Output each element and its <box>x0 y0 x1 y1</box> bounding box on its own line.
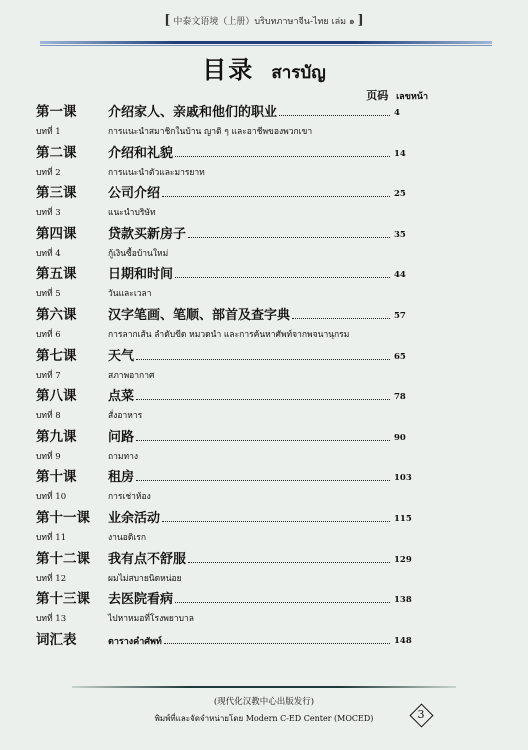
toc-entry-thai-row <box>36 368 154 382</box>
toc-entry-main-row <box>36 628 416 648</box>
dot-leader <box>162 196 390 197</box>
toc-entry-thai-row <box>36 205 156 219</box>
toc-entry-thai-row <box>36 571 182 585</box>
lesson-number: 第十二课 <box>36 550 90 567</box>
dot-leader <box>136 359 390 360</box>
lesson-title: 我有点不舒服 <box>108 551 187 567</box>
toc-entry-thai-row <box>36 327 349 341</box>
toc-entry-thai-row <box>36 286 152 300</box>
lesson-title: 介绍和礼貌 <box>108 145 174 161</box>
toc-entry-main-row <box>36 181 416 201</box>
footer-divider <box>72 686 456 688</box>
lesson-number: 词汇表 <box>36 631 77 648</box>
lesson-number: 第十一课 <box>36 509 90 526</box>
thai-lesson-number: บทที่ 4 <box>36 248 61 259</box>
lesson-page-number: 14 <box>394 148 406 159</box>
thai-lesson-number: บทที่ 6 <box>36 329 61 340</box>
page-title-th: สารบัญ <box>271 63 326 83</box>
toc-entry-main-row <box>36 465 416 485</box>
toc-entry <box>36 141 436 182</box>
lesson-page-number: 129 <box>394 554 412 565</box>
header-close-bracket: ] <box>357 13 364 28</box>
dot-leader <box>188 562 390 563</box>
dot-leader <box>136 399 390 400</box>
toc-entry-main-row <box>36 506 416 526</box>
header-open-bracket: [ <box>164 13 171 28</box>
toc-entry <box>36 587 436 628</box>
thai-lesson-title: ผมไม่สบายนิดหน่อย <box>108 573 182 584</box>
thai-lesson-number: บทที่ 1 <box>36 127 61 137</box>
toc-entry-thai-row <box>36 449 138 463</box>
lesson-page-number: 78 <box>394 392 406 403</box>
toc-entry <box>36 465 436 506</box>
toc-entry <box>36 425 436 466</box>
lesson-title: 日期和时间 <box>108 267 174 283</box>
toc-entry-main-row <box>36 425 416 445</box>
lesson-number: 第八课 <box>36 388 77 405</box>
thai-lesson-title: การเช่าห้อง <box>108 492 151 503</box>
thai-lesson-number: บทที่ 12 <box>36 573 67 584</box>
lesson-number: 第九课 <box>36 428 77 445</box>
header-divider-thin <box>40 45 492 46</box>
toc-entry-thai-row <box>36 246 168 260</box>
lesson-page-number: 115 <box>394 513 412 524</box>
toc-entry <box>36 262 436 303</box>
lesson-title: ตารางคำศัพท์ <box>108 636 162 647</box>
toc-entry-main-row <box>36 100 416 120</box>
thai-lesson-title: การแนะนำตัวและมารยาท <box>108 167 205 178</box>
dot-leader <box>136 440 390 441</box>
footer-publisher-zh: (现代化汉教中心出版发行) <box>213 697 315 707</box>
dot-leader <box>162 521 390 522</box>
lesson-page-number: 25 <box>394 189 406 200</box>
lesson-number: 第五课 <box>36 266 77 283</box>
lesson-number: 第七课 <box>36 347 77 364</box>
lesson-page-number: 57 <box>394 310 406 321</box>
toc-entry-thai-row <box>36 124 312 138</box>
lesson-title: 介绍家人、亲戚和他们的职业 <box>108 105 278 120</box>
lesson-title: 天气 <box>108 348 135 364</box>
lesson-page-number: 103 <box>394 473 412 484</box>
dot-leader <box>164 643 390 644</box>
thai-lesson-number: บทที่ 9 <box>36 451 61 462</box>
thai-lesson-number: บทที่ 11 <box>36 532 67 543</box>
toc-entry-thai-row <box>36 611 194 625</box>
lesson-page-number: 138 <box>394 595 412 606</box>
lesson-page-number: 44 <box>394 270 406 281</box>
lesson-number: 第十三课 <box>36 591 90 608</box>
thai-lesson-number: บทที่ 13 <box>36 614 67 625</box>
toc-entry <box>36 303 436 344</box>
toc-entry-thai-row <box>36 165 205 179</box>
toc-entry-main-row <box>36 141 416 161</box>
table-of-contents <box>36 100 436 668</box>
lesson-number: 第六课 <box>36 306 77 323</box>
lesson-title: 业余活动 <box>108 510 161 526</box>
thai-lesson-number: บทที่ 8 <box>36 411 61 422</box>
dot-leader <box>175 602 390 603</box>
lesson-title: 点菜 <box>108 389 135 405</box>
lesson-title: 公司介绍 <box>108 186 161 202</box>
toc-entry-main-row <box>36 262 416 282</box>
lesson-number: 第四课 <box>36 225 77 242</box>
thai-lesson-number: บทที่ 3 <box>36 208 61 219</box>
thai-lesson-title: การแนะนำสมาชิกในบ้าน ญาติ ๆ และอาชีพของพวกเขา <box>108 127 313 137</box>
toc-entry <box>36 506 436 547</box>
dot-leader <box>292 318 390 319</box>
lesson-page-number: 90 <box>394 432 406 443</box>
header-text: 中泰文语境（上册）บริบทภาษาจีน-ไทย เล่ม ๑ <box>173 17 355 27</box>
lesson-number: 第三课 <box>36 185 77 202</box>
thai-lesson-number: บทที่ 5 <box>36 289 61 300</box>
toc-entry <box>36 181 436 222</box>
lesson-title: 汉字笔画、笔顺、部首及查字典 <box>108 307 291 323</box>
header-divider <box>40 41 492 44</box>
page-title-zh: 目录 <box>202 55 255 84</box>
page-number: 3 <box>417 708 425 721</box>
page-title <box>0 50 528 86</box>
toc-entry-main-row <box>36 344 416 364</box>
toc-entry-thai-row <box>36 489 151 503</box>
lesson-number: 第二课 <box>36 144 77 161</box>
toc-entry-thai-row <box>36 408 142 422</box>
thai-lesson-title: ถามทาง <box>108 451 139 462</box>
thai-lesson-number: บทที่ 2 <box>36 167 61 178</box>
toc-entry-main-row <box>36 222 416 242</box>
lesson-page-number: 4 <box>394 108 400 118</box>
toc-entry-thai-row <box>36 530 146 544</box>
thai-lesson-title: กู้เงินซื้อบ้านใหม่ <box>108 248 169 259</box>
dot-leader <box>188 237 390 238</box>
lesson-number: 第一课 <box>36 104 77 120</box>
thai-lesson-number: บทที่ 10 <box>36 492 67 503</box>
toc-entry-main-row <box>36 547 416 567</box>
thai-lesson-title: สภาพอากาศ <box>108 370 155 381</box>
thai-lesson-title: วันและเวลา <box>108 289 152 300</box>
footer-publisher-th: พิมพ์ที่และจัดจำหน่ายโดย Modern C-ED Center (MOCED) <box>154 714 374 723</box>
lesson-page-number: 35 <box>394 229 406 240</box>
toc-entry <box>36 547 436 588</box>
thai-lesson-title: ไปหาหมอที่โรงพยาบาล <box>108 614 194 625</box>
thai-lesson-title: แนะนำบริษัท <box>108 208 156 219</box>
lesson-page-number: 148 <box>394 635 412 646</box>
dot-leader <box>175 277 390 278</box>
lesson-title: 贷款买新房子 <box>108 226 187 242</box>
toc-entry-main-row <box>36 587 416 607</box>
lesson-title: 问路 <box>108 429 135 445</box>
thai-lesson-number: บทที่ 7 <box>36 370 61 381</box>
toc-entry <box>36 628 436 669</box>
running-header <box>0 13 528 28</box>
page-number-badge <box>410 704 432 726</box>
thai-lesson-title: สั่งอาหาร <box>108 411 143 422</box>
toc-entry <box>36 344 436 385</box>
lesson-title: 租房 <box>108 470 135 486</box>
lesson-number: 第十课 <box>36 469 77 486</box>
toc-entry <box>36 222 436 263</box>
page-label-zh: 页码 <box>366 89 389 102</box>
toc-entry <box>36 384 436 425</box>
thai-lesson-title: การลากเส้น ลำดับขีด หมวดนำ และการค้นหาศัพท์จากพจนานุกรม <box>108 329 350 340</box>
lesson-page-number: 65 <box>394 351 406 362</box>
toc-entry-main-row <box>36 384 416 404</box>
toc-entry-main-row <box>36 303 416 323</box>
dot-leader <box>175 156 390 157</box>
thai-lesson-title: งานอดิเรก <box>108 532 146 543</box>
dot-leader <box>279 115 390 116</box>
toc-entry <box>36 100 436 141</box>
lesson-title: 去医院看病 <box>108 592 174 608</box>
page-label-th: เลขหน้า <box>396 92 428 102</box>
dot-leader <box>136 480 390 481</box>
